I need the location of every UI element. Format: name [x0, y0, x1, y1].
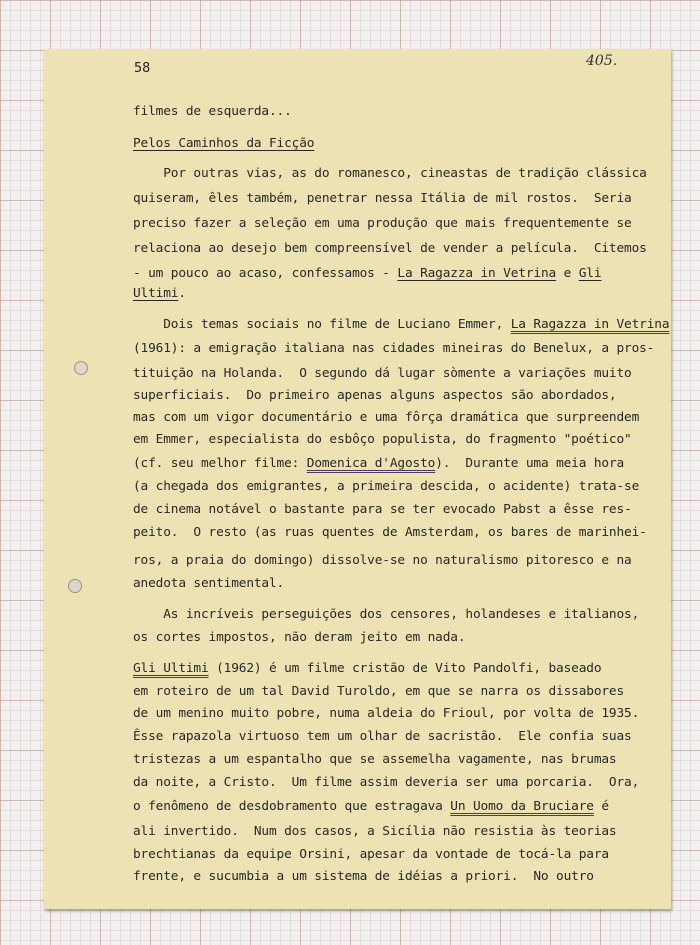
text-span: frente, e sucumbia a um sistema de idéias a priori. No outro [133, 869, 594, 884]
text-span: é [593, 799, 609, 814]
text-line [133, 553, 632, 568]
text-line [133, 136, 314, 151]
text-line [133, 432, 632, 447]
text-span: em roteiro de um tal David Turoldo, em que se narra os dissabores [133, 684, 625, 699]
text-span: o fenômeno de desdobramento que estragava [133, 799, 451, 814]
punch-hole-top [74, 361, 88, 375]
text-line [133, 752, 616, 767]
text-line [133, 366, 632, 381]
handwritten-page-number: 405. [586, 53, 618, 69]
text-span: brechtianas da equipe Orsini, apesar da vontade de tocá-la para [133, 847, 609, 862]
text-line [133, 824, 616, 839]
text-span: peito. O resto (as ruas quentes de Amsterdam, os bares de marinhei- [133, 525, 647, 540]
text-line [133, 456, 624, 471]
text-span: Dois temas sociais no filme de Luciano Emmer, [133, 317, 511, 332]
text-line [133, 266, 601, 281]
text-span: relaciona ao desejo bem compreensível de vender a película. Citemos [133, 241, 647, 256]
text-span: Êsse rapazola virtuoso tem um olhar de sacristão. Ele confia suas [133, 729, 632, 744]
text-line [133, 607, 639, 622]
text-span: - um pouco ao acaso, confessamos - [133, 266, 398, 281]
underlined-title: Gli Ultimi [133, 661, 209, 676]
punch-hole-bottom [68, 579, 82, 593]
underlined-title: La Ragazza in Vetrina [397, 266, 557, 281]
text-line [133, 706, 639, 721]
text-span: de um menino muito pobre, numa aldeia do Frioul, por volta de 1935. [133, 706, 640, 721]
text-line [133, 317, 669, 332]
page-number: 58 [134, 60, 151, 76]
text-span: e [556, 266, 579, 281]
underlined-title: La Ragazza in Vetrina [510, 317, 670, 332]
text-line [133, 630, 465, 645]
text-line [133, 286, 186, 301]
text-span: . [178, 286, 186, 301]
text-line [133, 216, 632, 231]
text-span: anedota sentimental. [133, 576, 285, 591]
text-span: da noite, a Cristo. Um filme assim deveria ser uma porcaria. Ora, [133, 775, 640, 790]
text-span: (1961): a emigração italiana nas cidades mineiras do Benelux, a pros- [133, 341, 655, 356]
text-span: filmes de esquerda... [133, 104, 292, 119]
text-span: mas com um vigor documentário e uma fôrça dramática que surpreendem [133, 410, 640, 425]
text-line [133, 104, 292, 119]
underlined-title: Pelos Caminhos da Ficção [133, 136, 315, 151]
text-line [133, 775, 639, 790]
text-line [133, 525, 647, 540]
underlined-title: Domenica d'Agosto [306, 456, 436, 471]
text-span: ros, a praia do domingo) dissolve-se no naturalismo pitoresco e na [133, 553, 632, 568]
text-span: tituição na Holanda. O segundo dá lugar sòmente a variações muito [133, 366, 632, 381]
text-span: Por outras vias, as do romanesco, cineastas de tradição clássica [133, 166, 647, 181]
text-line [133, 869, 594, 884]
text-line [133, 847, 609, 862]
text-line [133, 341, 654, 356]
text-span: As incríveis perseguições dos censores, holandeses e italianos, [133, 607, 640, 622]
text-span: (a chegada dos emigrantes, a primeira descida, o acidente) trata-se [133, 479, 640, 494]
text-line [133, 684, 624, 699]
text-span: (1962) é um filme cristão de Vito Pandolfi, baseado [208, 661, 602, 676]
text-span: de cinema notável o bastante para se ter evocado Pabst a êsse res- [133, 502, 632, 517]
text-span: os cortes impostos, não deram jeito em nada. [133, 630, 466, 645]
underlined-title: Ultimi [133, 286, 179, 301]
text-line [133, 661, 601, 676]
underlined-title: Un Uomo da Bruciare [450, 799, 594, 814]
text-span: ). Durante uma meia hora [435, 456, 625, 471]
text-line [133, 729, 632, 744]
text-line [133, 479, 639, 494]
text-line [133, 191, 632, 206]
text-span: quiseram, êles também, penetrar nessa Itália de mil rostos. Seria [133, 191, 632, 206]
text-span: tristezas a um espantalho que se assemelha vagamente, nas brumas [133, 752, 617, 767]
text-span: ali invertido. Num dos casos, a Sicília não resistia às teorias [133, 824, 617, 839]
text-line [133, 576, 284, 591]
text-line [133, 410, 639, 425]
text-line [133, 388, 616, 403]
text-span: em Emmer, especialista do esbôço populista, do fragmento "poético" [133, 432, 632, 447]
text-span: superficiais. Do primeiro apenas alguns aspectos são abordados, [133, 388, 617, 403]
text-line [133, 799, 609, 814]
text-span: (cf. seu melhor filme: [133, 456, 307, 471]
underlined-title: Gli [578, 266, 602, 281]
text-line [133, 166, 647, 181]
text-line [133, 502, 632, 517]
text-span: preciso fazer a seleção em uma produção que mais frequentemente se [133, 216, 632, 231]
text-line [133, 241, 647, 256]
